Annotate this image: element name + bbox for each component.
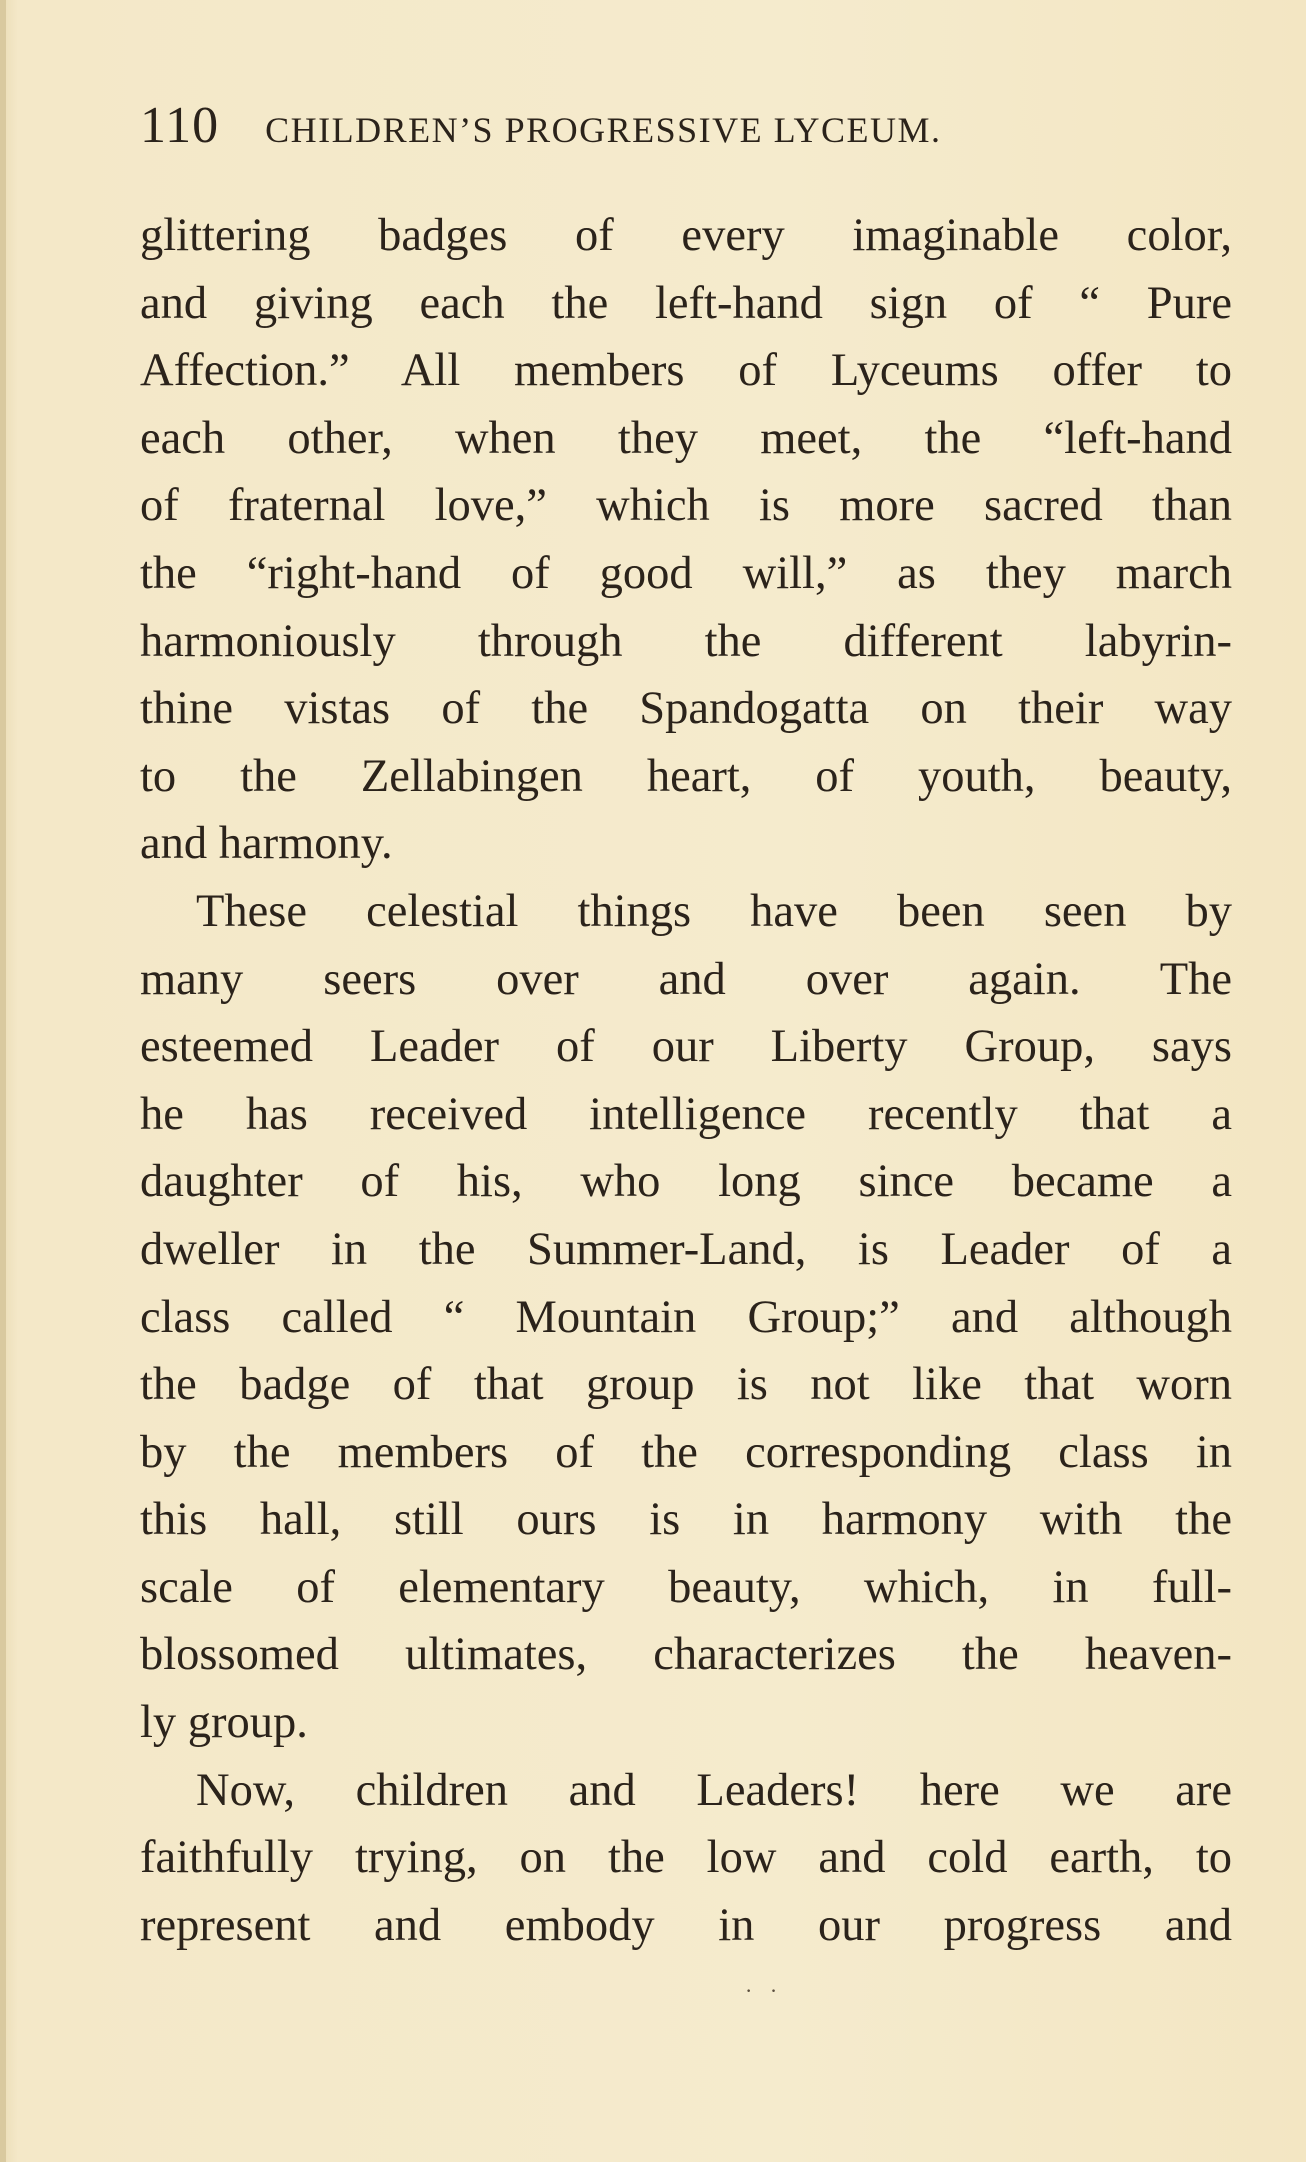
- text-line: each other, when they meet, the “left-hand: [140, 412, 1232, 464]
- text-line: Now, children and Leaders! here we are: [196, 1764, 1232, 1816]
- text-line: These celestial things have been seen by: [196, 885, 1232, 937]
- text-line: blossomed ultimates, characterizes the heaven-: [140, 1629, 1232, 1681]
- text-line: Affection.” All members of Lyceums offer to: [140, 345, 1232, 397]
- text-line: by the members of the corresponding class in: [140, 1426, 1232, 1478]
- running-title: CHILDREN’S PROGRESSIVE LYCEUM.: [265, 110, 942, 150]
- ink-speck: · ·: [745, 1978, 784, 2003]
- text-line: he has received intelligence recently that a: [140, 1088, 1232, 1140]
- text-line: dweller in the Summer-Land, is Leader of a: [140, 1223, 1232, 1275]
- text-line: scale of elementary beauty, which, in full-: [140, 1561, 1232, 1613]
- text-line: thine vistas of the Spandogatta on their way: [140, 683, 1232, 735]
- page-number: 110: [140, 97, 220, 154]
- text-line: and harmony.: [140, 818, 393, 870]
- text-line: harmoniously through the different labyrin-: [140, 615, 1232, 667]
- text-line: ly group.: [140, 1697, 308, 1749]
- text-line: the badge of that group is not like that worn: [140, 1359, 1232, 1411]
- text-line: represent and embody in our progress and: [140, 1899, 1232, 1951]
- text-line: to the Zellabingen heart, of youth, beauty,: [140, 750, 1232, 802]
- paragraph-1: [140, 202, 1232, 878]
- text-line: daughter of his, who long since became a: [140, 1156, 1232, 1208]
- running-header: [140, 96, 1240, 166]
- text-line: the “right-hand of good will,” as they march: [140, 547, 1232, 599]
- paragraph-3: [140, 1757, 1232, 1960]
- paragraph-2: [140, 878, 1232, 1757]
- page-left-edge: [0, 0, 6, 2162]
- text-line: many seers over and over again. The: [140, 953, 1232, 1005]
- text-line: and giving each the left-hand sign of “ Pure: [140, 277, 1232, 329]
- text-line: of fraternal love,” which is more sacred than: [140, 480, 1232, 532]
- body-text: [140, 202, 1232, 1959]
- text-line: faithfully trying, on the low and cold earth, to: [140, 1832, 1232, 1884]
- text-line: esteemed Leader of our Liberty Group, says: [140, 1021, 1232, 1073]
- text-line: this hall, still ours is in harmony with the: [140, 1494, 1232, 1546]
- text-line: glittering badges of every imaginable color,: [140, 210, 1232, 261]
- text-line: class called “ Mountain Group;” and although: [140, 1291, 1232, 1343]
